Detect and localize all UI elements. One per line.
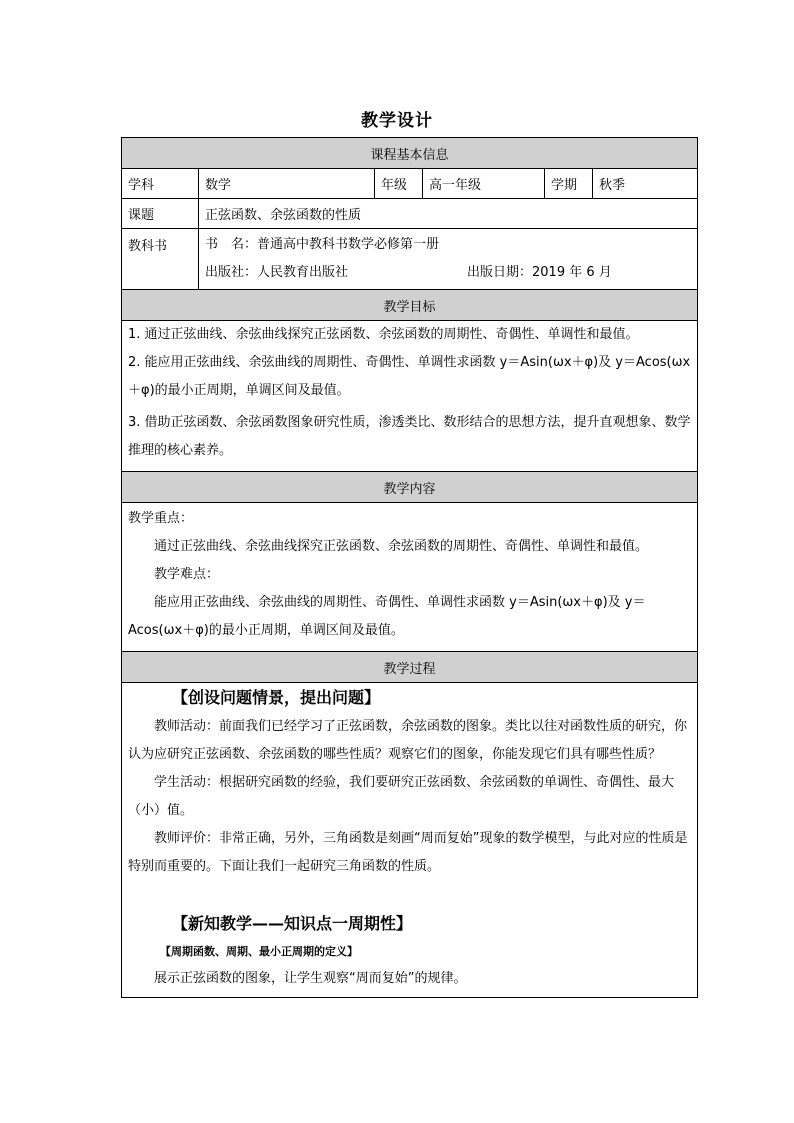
subject-label: 学科 (122, 169, 199, 199)
term-label: 学期 (545, 169, 593, 199)
publish-date: 出版日期：2019 年 6 月 (467, 265, 612, 280)
topic-value: 正弦函数、余弦函数的性质 (199, 199, 698, 229)
section-title-periodicity: 【新知教学——知识点一周期性】 (172, 914, 413, 933)
lesson-plan-table (121, 137, 698, 998)
topic-label: 课题 (122, 199, 199, 229)
teacher-evaluation: 教师评价：非常正确，另外，三角函数是刻画“周而复始”现象的数学模型，与此对应的性质是特别而重要的。下面让我们一起研究三角函数的性质。 (128, 831, 688, 874)
textbook-label: 教科书 (122, 229, 199, 290)
difficult-point-text: 能应用正弦曲线、余弦曲线的周期性、奇偶性、单调性求函数 y＝Asin(ωx＋φ)及 y＝Acos(ωx＋φ)的最小正周期，单调区间及最值。 (128, 595, 646, 638)
objective-item: 3. 借助正弦函数、余弦函数图象研究性质，渗透类比、数形结合的思想方法，提升直观想象、数学推理的核心素养。 (128, 415, 691, 458)
book-name: 书 名：普通高中教科书数学必修第一册 (205, 237, 440, 252)
grade-label: 年级 (375, 169, 423, 199)
difficult-point-label: 教学难点： (154, 567, 220, 582)
objective-item: 2. 能应用正弦曲线、余弦曲线的周期性、奇偶性、单调性求函数 y＝Asin(ωx＋φ)及 y＝Acos(ωx＋φ)的最小正周期，单调区间及最值。 (128, 355, 691, 398)
subsection-title-definition: 【周期函数、周期、最小正周期的定义】 (160, 945, 358, 958)
basic-info-header: 课程基本信息 (122, 138, 698, 169)
process-header: 教学过程 (122, 652, 698, 683)
teacher-activity: 教师活动：前面我们已经学习了正弦函数，余弦函数的图象。类比以往对函数性质的研究，你认为应研究正弦函数、余弦函数的哪些性质？观察它们的图象，你能发现它们具有哪些性质？ (128, 719, 688, 762)
objectives-header: 教学目标 (122, 290, 698, 321)
key-point-label: 教学重点： (128, 511, 194, 526)
document-title: 教学设计 (361, 111, 433, 131)
grade-value: 高一年级 (423, 169, 545, 199)
key-point-text: 通过正弦曲线、余弦曲线探究正弦函数、余弦函数的周期性、奇偶性、单调性和最值。 (154, 539, 649, 554)
subject-value: 数学 (199, 169, 375, 199)
content-header: 教学内容 (122, 472, 698, 503)
objective-item: 1. 通过正弦曲线、余弦曲线探究正弦函数、余弦函数的周期性、奇偶性、单调性和最值。 (128, 327, 639, 342)
term-value: 秋季 (593, 169, 698, 199)
section-title-scenario: 【创设问题情景，提出问题】 (172, 688, 381, 707)
student-activity: 学生活动：根据研究函数的经验，我们要研究正弦函数、余弦函数的单调性、奇偶性、最大（小）值。 (128, 775, 675, 818)
show-graph-text: 展示正弦函数的图象，让学生观察“周而复始”的规律。 (154, 971, 467, 986)
publisher: 出版社：人民教育出版社 (205, 265, 349, 280)
